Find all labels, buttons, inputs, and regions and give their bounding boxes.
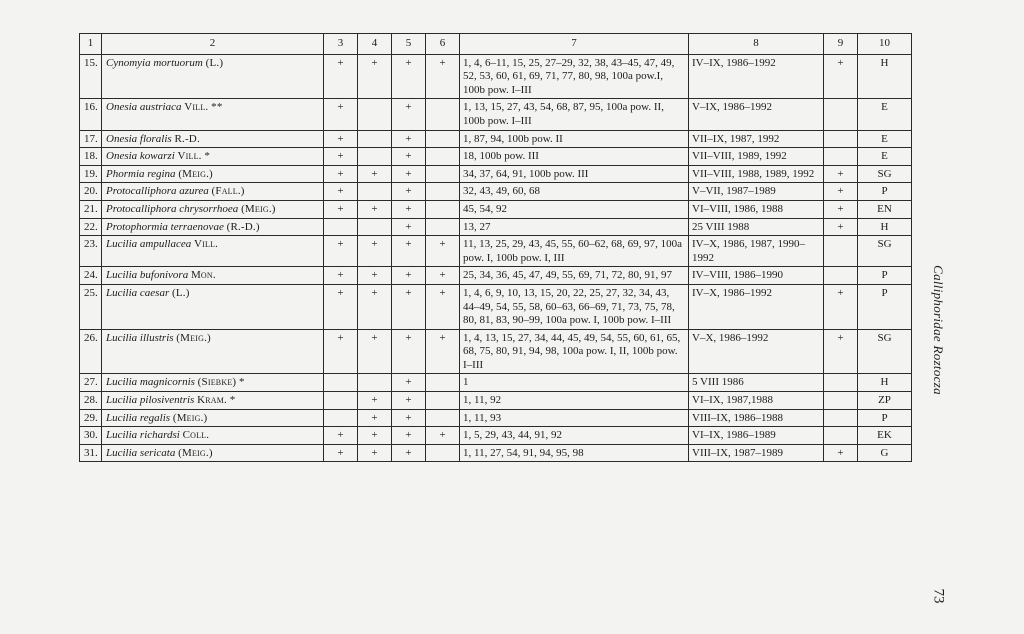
species-author: (Meig.) xyxy=(178,167,213,180)
col3-cell: + xyxy=(324,183,358,201)
species-author: (Meig.) xyxy=(178,446,213,459)
col9-cell xyxy=(824,130,858,148)
species-author: (Meig.) xyxy=(172,411,208,424)
col9-cell: + xyxy=(824,329,858,374)
column-header-3: 3 xyxy=(324,34,358,55)
species-author: Vill. xyxy=(194,238,219,251)
col5-cell: + xyxy=(392,409,426,427)
column-header-1: 1 xyxy=(80,34,102,55)
dates-cell: VI–VIII, 1986, 1988 xyxy=(689,200,824,218)
species-author: Vill. xyxy=(177,150,202,163)
species-name-cell xyxy=(102,409,324,427)
page-number: 73 xyxy=(930,588,947,604)
dates-cell: VIII–IX, 1986–1988 xyxy=(689,409,824,427)
col4-cell: + xyxy=(358,54,392,99)
col6-cell xyxy=(426,409,460,427)
col3-cell xyxy=(324,392,358,410)
col3-cell xyxy=(324,374,358,392)
col6-cell: + xyxy=(426,267,460,285)
species-name: Lucilia caesar xyxy=(106,286,170,299)
species-name: Lucilia regalis xyxy=(106,411,171,424)
table-row xyxy=(80,284,912,329)
species-author: (Meig.) xyxy=(241,202,276,215)
table-row xyxy=(80,54,912,99)
col5-cell: + xyxy=(392,267,426,285)
dates-cell: VII–VIII, 1989, 1992 xyxy=(689,148,824,166)
zoogeography-cell: EN xyxy=(858,200,912,218)
row-number: 31. xyxy=(80,444,102,462)
col5-cell: + xyxy=(392,427,426,445)
col6-cell: + xyxy=(426,54,460,99)
col3-cell: + xyxy=(324,444,358,462)
localities-cell: 1 xyxy=(460,374,689,392)
col9-cell xyxy=(824,267,858,285)
col5-cell: + xyxy=(392,148,426,166)
col3-cell: + xyxy=(324,267,358,285)
localities-cell: 32, 43, 49, 60, 68 xyxy=(460,183,689,201)
col6-cell: + xyxy=(426,329,460,374)
dates-cell: VIII–IX, 1987–1989 xyxy=(689,444,824,462)
col5-cell: + xyxy=(392,99,426,130)
col4-cell: + xyxy=(358,444,392,462)
col6-cell: + xyxy=(426,284,460,329)
zoogeography-cell: G xyxy=(858,444,912,462)
species-name: Lucilia ampullacea xyxy=(106,238,192,251)
zoogeography-cell: P xyxy=(858,183,912,201)
species-author: Vill. xyxy=(184,101,209,114)
col4-cell xyxy=(358,218,392,236)
species-author: Kram. xyxy=(197,394,227,407)
col3-cell: + xyxy=(324,165,358,183)
species-name: Onesia kowarzi xyxy=(106,150,175,163)
species-name: Lucilia sericata xyxy=(106,446,176,459)
col3-cell: + xyxy=(324,54,358,99)
table-row xyxy=(80,148,912,166)
dates-cell: V–X, 1986–1992 xyxy=(689,329,824,374)
col9-cell xyxy=(824,374,858,392)
species-name-cell xyxy=(102,218,324,236)
col5-cell: + xyxy=(392,54,426,99)
row-number: 20. xyxy=(80,183,102,201)
species-name-cell xyxy=(102,392,324,410)
col4-cell: + xyxy=(358,409,392,427)
col5-cell: + xyxy=(392,374,426,392)
table-row xyxy=(80,409,912,427)
col9-cell: + xyxy=(824,218,858,236)
col4-cell: + xyxy=(358,329,392,374)
col9-cell xyxy=(824,236,858,267)
species-author: Coll. xyxy=(182,429,210,442)
dates-cell: IV–X, 1986–1992 xyxy=(689,284,824,329)
col5-cell: + xyxy=(392,130,426,148)
table-header-row xyxy=(80,34,912,55)
species-author: (R.-D.) xyxy=(226,220,260,233)
col9-cell xyxy=(824,409,858,427)
localities-cell: 18, 100b pow. III xyxy=(460,148,689,166)
table-row xyxy=(80,165,912,183)
species-name: Lucilia illustris xyxy=(106,331,174,344)
species-name: Lucilia richardsi xyxy=(106,429,180,442)
zoogeography-cell: EK xyxy=(858,427,912,445)
col5-cell: + xyxy=(392,444,426,462)
col6-cell xyxy=(426,374,460,392)
zoogeography-cell: H xyxy=(858,54,912,99)
species-author: (Siebke) xyxy=(197,376,237,389)
localities-cell: 11, 13, 25, 29, 43, 45, 55, 60–62, 68, 69, 97, 100a pow. I, 100b pow. I, III xyxy=(460,236,689,267)
dates-cell: VII–VIII, 1988, 1989, 1992 xyxy=(689,165,824,183)
table-row xyxy=(80,374,912,392)
col4-cell: + xyxy=(358,200,392,218)
species-name-cell xyxy=(102,148,324,166)
col3-cell: + xyxy=(324,329,358,374)
column-header-8: 8 xyxy=(689,34,824,55)
row-number: 28. xyxy=(80,392,102,410)
species-name: Protocalliphora azurea xyxy=(106,185,209,198)
species-name-cell xyxy=(102,374,324,392)
dates-cell: IV–VIII, 1986–1990 xyxy=(689,267,824,285)
col4-cell: + xyxy=(358,392,392,410)
table-row xyxy=(80,218,912,236)
col6-cell xyxy=(426,183,460,201)
col9-cell: + xyxy=(824,54,858,99)
species-name-cell xyxy=(102,130,324,148)
localities-cell: 13, 27 xyxy=(460,218,689,236)
col4-cell: + xyxy=(358,284,392,329)
species-name-cell xyxy=(102,284,324,329)
column-header-4: 4 xyxy=(358,34,392,55)
row-number: 26. xyxy=(80,329,102,374)
species-name: Lucilia pilosiventris xyxy=(106,394,195,407)
localities-cell: 1, 11, 27, 54, 91, 94, 95, 98 xyxy=(460,444,689,462)
row-number: 21. xyxy=(80,200,102,218)
col3-cell: + xyxy=(324,99,358,130)
species-author: (L.) xyxy=(205,56,224,69)
dates-cell: 25 VIII 1988 xyxy=(689,218,824,236)
species-name-cell xyxy=(102,183,324,201)
running-title: Calliphoridae Roztocza xyxy=(931,265,946,395)
dates-cell: VI–IX, 1986–1989 xyxy=(689,427,824,445)
col9-cell xyxy=(824,148,858,166)
col3-cell: + xyxy=(324,148,358,166)
dates-cell: VII–IX, 1987, 1992 xyxy=(689,130,824,148)
row-number: 18. xyxy=(80,148,102,166)
col6-cell: + xyxy=(426,236,460,267)
column-header-5: 5 xyxy=(392,34,426,55)
species-author: R.-D. xyxy=(174,132,200,145)
dates-cell: V–VII, 1987–1989 xyxy=(689,183,824,201)
zoogeography-cell: E xyxy=(858,148,912,166)
localities-cell: 25, 34, 36, 45, 47, 49, 55, 69, 71, 72, 80, 91, 97 xyxy=(460,267,689,285)
col5-cell: + xyxy=(392,284,426,329)
localities-cell: 1, 13, 15, 27, 43, 54, 68, 87, 95, 100a pow. II, 100b pow. I–III xyxy=(460,99,689,130)
table-row xyxy=(80,200,912,218)
row-number: 24. xyxy=(80,267,102,285)
table-body xyxy=(80,54,912,462)
species-name-cell xyxy=(102,267,324,285)
dates-cell: V–IX, 1986–1992 xyxy=(689,99,824,130)
species-name-cell xyxy=(102,427,324,445)
zoogeography-cell: SG xyxy=(858,165,912,183)
col5-cell: + xyxy=(392,329,426,374)
localities-cell: 34, 37, 64, 91, 100b pow. III xyxy=(460,165,689,183)
species-name-cell xyxy=(102,236,324,267)
dates-cell: IV–X, 1986, 1987, 1990–1992 xyxy=(689,236,824,267)
zoogeography-cell: P xyxy=(858,267,912,285)
species-name-cell xyxy=(102,99,324,130)
localities-cell: 1, 4, 6, 9, 10, 13, 15, 20, 22, 25, 27, 32, 34, 43, 44–49, 54, 55, 58, 60–63, 66–69, 71, 73, 75, 78, 80, 81, 83, 90–99, 100a pow. I, 100b pow. I–III xyxy=(460,284,689,329)
localities-cell: 1, 11, 93 xyxy=(460,409,689,427)
col6-cell xyxy=(426,218,460,236)
col4-cell xyxy=(358,183,392,201)
species-name: Phormia regina xyxy=(106,167,176,180)
localities-cell: 1, 4, 6–11, 15, 25, 27–29, 32, 38, 43–45, 47, 49, 52, 53, 60, 61, 69, 71, 77, 80, 98, 100a pow.I, 100b pow. I–III xyxy=(460,54,689,99)
col9-cell: + xyxy=(824,165,858,183)
col6-cell xyxy=(426,392,460,410)
species-author: (Fall.) xyxy=(211,185,245,198)
row-number: 17. xyxy=(80,130,102,148)
zoogeography-cell: E xyxy=(858,130,912,148)
col4-cell: + xyxy=(358,165,392,183)
col5-cell: + xyxy=(392,200,426,218)
col4-cell xyxy=(358,130,392,148)
species-name: Onesia austriaca xyxy=(106,101,182,114)
row-number: 19. xyxy=(80,165,102,183)
col4-cell xyxy=(358,374,392,392)
table-row xyxy=(80,130,912,148)
col9-cell: + xyxy=(824,444,858,462)
zoogeography-cell: SG xyxy=(858,236,912,267)
col3-cell: + xyxy=(324,236,358,267)
row-number: 30. xyxy=(80,427,102,445)
species-name-cell xyxy=(102,200,324,218)
localities-cell: 45, 54, 92 xyxy=(460,200,689,218)
row-number: 27. xyxy=(80,374,102,392)
zoogeography-cell: H xyxy=(858,374,912,392)
zoogeography-cell: P xyxy=(858,409,912,427)
table-row xyxy=(80,99,912,130)
col6-cell xyxy=(426,165,460,183)
col9-cell xyxy=(824,392,858,410)
zoogeography-cell: SG xyxy=(858,329,912,374)
col6-cell xyxy=(426,200,460,218)
zoogeography-cell: H xyxy=(858,218,912,236)
col9-cell: + xyxy=(824,200,858,218)
column-header-9: 9 xyxy=(824,34,858,55)
species-marker: * xyxy=(204,150,211,163)
dates-cell: VI–IX, 1987,1988 xyxy=(689,392,824,410)
col6-cell xyxy=(426,444,460,462)
species-name-cell xyxy=(102,165,324,183)
col3-cell xyxy=(324,409,358,427)
table-row xyxy=(80,329,912,374)
species-table xyxy=(79,33,912,462)
species-name: Protophormia terraenovae xyxy=(106,220,224,233)
row-number: 29. xyxy=(80,409,102,427)
row-number: 25. xyxy=(80,284,102,329)
dates-cell: 5 VIII 1986 xyxy=(689,374,824,392)
species-marker: * xyxy=(239,376,245,389)
col4-cell: + xyxy=(358,427,392,445)
col3-cell: + xyxy=(324,284,358,329)
row-number: 22. xyxy=(80,218,102,236)
species-author: (Meig.) xyxy=(176,331,211,344)
col4-cell xyxy=(358,148,392,166)
col6-cell xyxy=(426,99,460,130)
localities-cell: 1, 11, 92 xyxy=(460,392,689,410)
dates-cell: IV–IX, 1986–1992 xyxy=(689,54,824,99)
col6-cell xyxy=(426,130,460,148)
col9-cell: + xyxy=(824,284,858,329)
localities-cell: 1, 5, 29, 43, 44, 91, 92 xyxy=(460,427,689,445)
col5-cell: + xyxy=(392,183,426,201)
zoogeography-cell: P xyxy=(858,284,912,329)
species-marker: * xyxy=(229,394,236,407)
row-number: 16. xyxy=(80,99,102,130)
col9-cell xyxy=(824,427,858,445)
localities-cell: 1, 87, 94, 100b pow. II xyxy=(460,130,689,148)
column-header-10: 10 xyxy=(858,34,912,55)
row-number: 15. xyxy=(80,54,102,99)
species-name-cell xyxy=(102,54,324,99)
zoogeography-cell: E xyxy=(858,99,912,130)
col5-cell: + xyxy=(392,218,426,236)
col9-cell: + xyxy=(824,183,858,201)
species-author: Mon. xyxy=(190,269,216,282)
col3-cell: + xyxy=(324,200,358,218)
col6-cell xyxy=(426,148,460,166)
table-row xyxy=(80,183,912,201)
col5-cell: + xyxy=(392,392,426,410)
species-marker: ** xyxy=(211,101,223,114)
species-name-cell xyxy=(102,444,324,462)
table-row xyxy=(80,392,912,410)
table-row xyxy=(80,427,912,445)
species-name: Cynomyia mortuorum xyxy=(106,56,203,69)
zoogeography-cell: ZP xyxy=(858,392,912,410)
row-number: 23. xyxy=(80,236,102,267)
column-header-6: 6 xyxy=(426,34,460,55)
col5-cell: + xyxy=(392,165,426,183)
species-name: Onesia floralis xyxy=(106,132,172,145)
column-header-2: 2 xyxy=(102,34,324,55)
col6-cell: + xyxy=(426,427,460,445)
table-row xyxy=(80,236,912,267)
table-row xyxy=(80,444,912,462)
col4-cell: + xyxy=(358,267,392,285)
col3-cell: + xyxy=(324,427,358,445)
species-author: (L.) xyxy=(172,286,190,299)
col4-cell xyxy=(358,99,392,130)
col5-cell: + xyxy=(392,236,426,267)
localities-cell: 1, 4, 13, 15, 27, 34, 44, 45, 49, 54, 55, 60, 61, 65, 68, 75, 80, 91, 94, 98, 100a pow. I, II, 100b pow. I–III xyxy=(460,329,689,374)
column-header-7: 7 xyxy=(460,34,689,55)
species-name: Lucilia magnicornis xyxy=(106,376,195,389)
col3-cell: + xyxy=(324,130,358,148)
col4-cell: + xyxy=(358,236,392,267)
species-name-cell xyxy=(102,329,324,374)
table-row xyxy=(80,267,912,285)
species-name: Lucilia bufonivora xyxy=(106,269,189,282)
species-name: Protocalliphora chrysorrhoea xyxy=(106,202,239,215)
col9-cell xyxy=(824,99,858,130)
col3-cell xyxy=(324,218,358,236)
